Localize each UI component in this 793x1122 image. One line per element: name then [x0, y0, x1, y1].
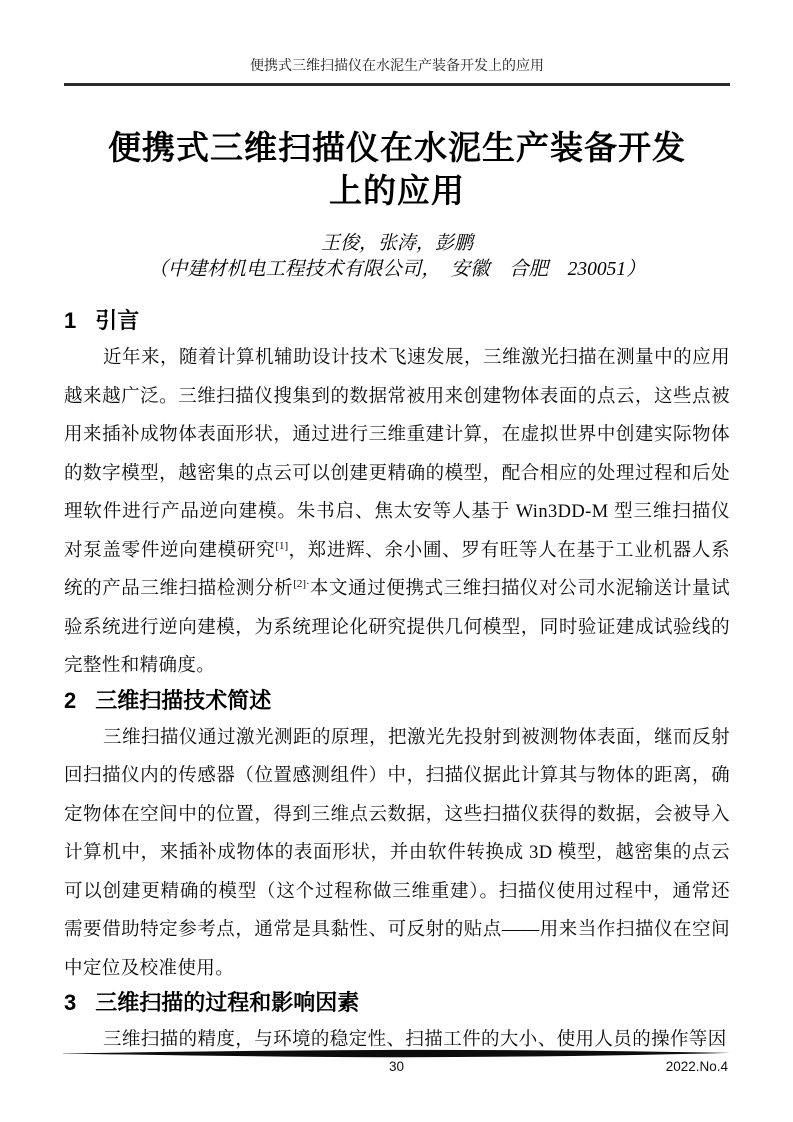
paragraph-text: 三维扫描仪通过激光测距的原理，把激光先投射到被测物体表面，继而反射回扫描仪内的传感器（位置感测组件）中，扫描仪据此计算其与物体的距离，确定物体在空间中的位置，得到三维点云数据，这些扫描仪获得的数据，会被导入计算机中，来插补成物体的表面形状，并由软件转换成 3D 模型，越密集的点云可以创建更精确的模型（这个过程称做三维重建）。扫描仪使用过程中，通常还需要借助特定参考点，通常是具黏性、可反射的贴点——用来当作扫描仪在空间中定位及校准使用。	[64, 727, 730, 979]
paragraph-1	[64, 339, 730, 686]
section-heading-2	[64, 688, 730, 714]
section-title: 三维扫描技术简述	[95, 687, 272, 713]
authors-line: 王俊，张涛，彭鹏	[320, 233, 473, 254]
section-number: 1	[64, 308, 77, 333]
paragraph-2	[64, 719, 730, 989]
article-title-line1: 便携式三维扫描仪在水泥生产装备开发	[108, 129, 686, 166]
page-number: 30	[388, 1059, 405, 1074]
affiliation-line: （中建材机电工程技术有限公司， 安徽 合肥 230051）	[148, 259, 646, 280]
paragraph-text: ，郑进辉、余小圃、罗有旺等人在基于工业机器人系统的产品三维扫描检测分析	[64, 540, 731, 599]
paragraph-text: 近年来，随着计算机辅助设计技术飞速发展，三维激光扫描在测量中的应用越来越广泛。三维扫描仪搜集到的数据常被用来创建物体表面的点云，这些点被用来插补成物体表面形状，通过进行三维重建计算，在虚拟世界中创建实际物体的数字模型，越密集的点云可以创建更精确的模型，配合相应的处理过程和后处理软件进行产品逆向建模。朱书启、焦太安等人基于 Win3DD-M 型三维扫描仪对泵盖零件逆向建模研究	[64, 348, 730, 561]
citation-ref-1: [1]	[275, 539, 289, 552]
footer-row	[63, 1059, 730, 1077]
article-title-line2: 上的应用	[329, 172, 465, 209]
header-rule	[64, 83, 730, 86]
section-heading-1	[64, 308, 730, 334]
page-footer	[63, 1049, 730, 1077]
section-title: 引言	[95, 308, 140, 333]
article-title	[64, 126, 730, 212]
footer-tapered-rule	[63, 1049, 730, 1058]
running-header: 便携式三维扫描仪在水泥生产装备开发上的应用	[250, 59, 544, 74]
section-number: 2	[64, 687, 77, 713]
section-number: 3	[64, 990, 77, 1015]
issue-label: 2022.No.4	[665, 1059, 728, 1074]
paragraph-text: 三维扫描的精度，与环境的稳定性、扫描工件的大小、使用人员的操作等因	[103, 1030, 727, 1050]
section-title: 三维扫描的过程和影响因素	[95, 990, 360, 1015]
citation-ref-2: [2]·	[293, 577, 310, 590]
section-heading-3	[64, 990, 730, 1016]
paragraph-text: 本文通过便携式三维扫描仪对公司水泥输送计量试验系统进行逆向建模，为系统理论化研究提供几何模型，同时验证建成试验线的完整性和精确度。	[64, 579, 730, 676]
